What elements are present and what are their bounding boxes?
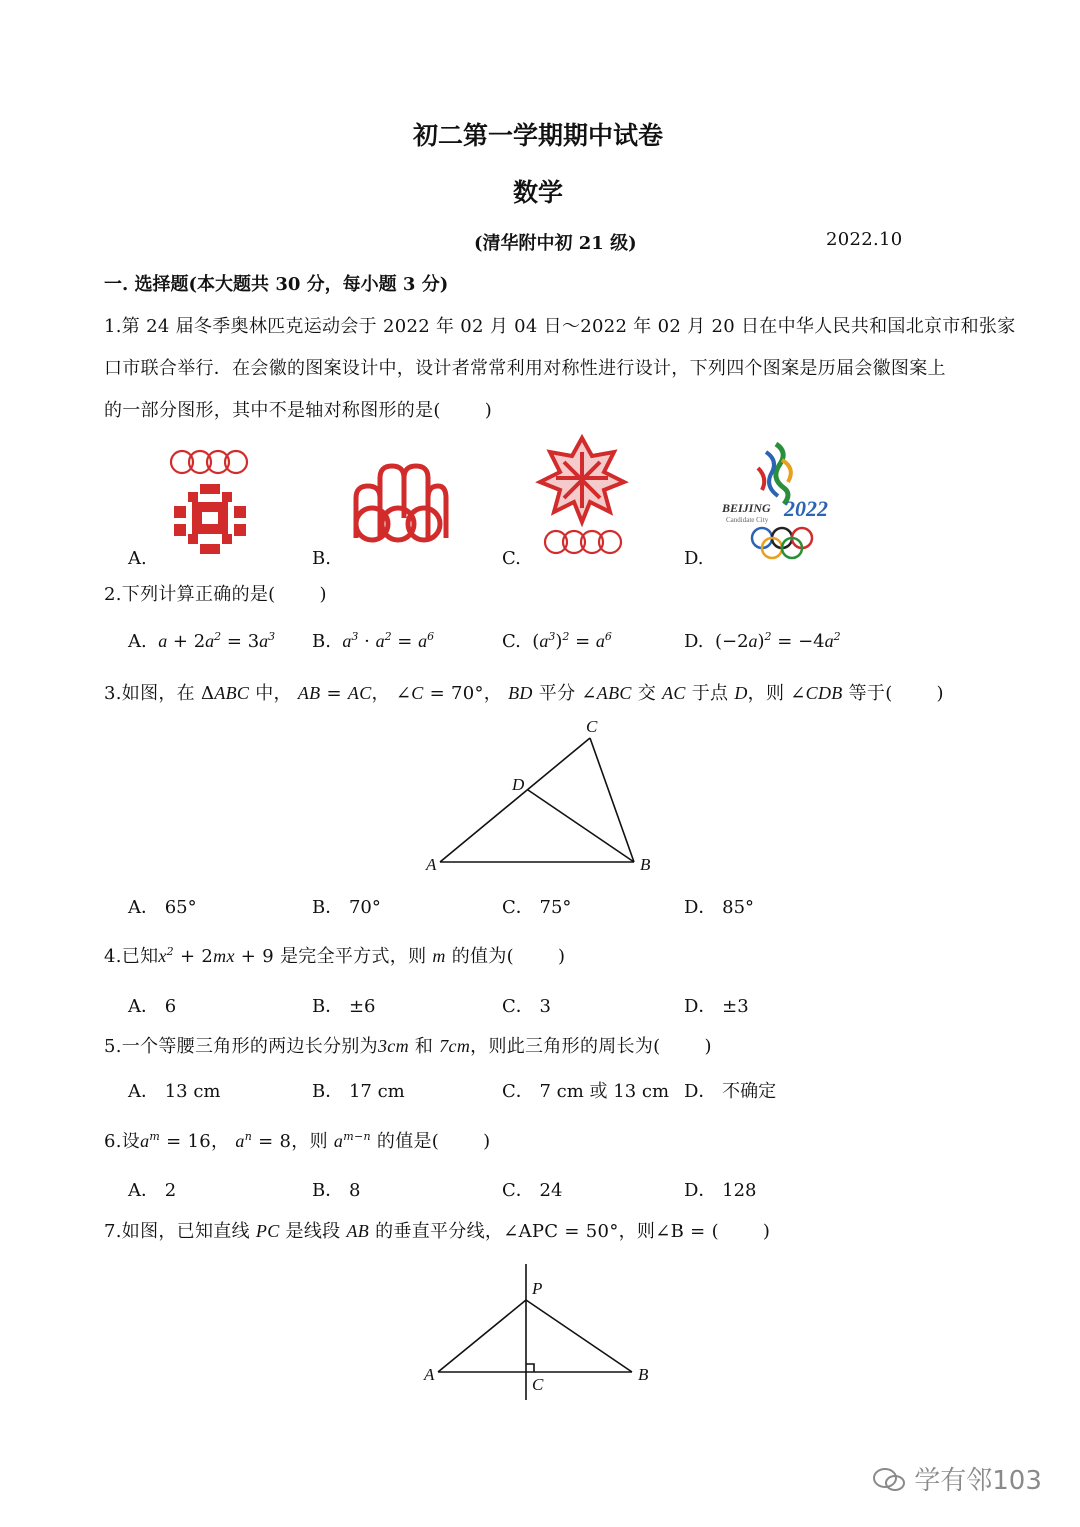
q5-option-b: B． 17 cm (312, 1081, 405, 1102)
q5-close: ) (704, 1036, 712, 1057)
q2-stem (104, 580, 327, 606)
q3-side-ac (440, 738, 590, 862)
q4-option-d: D． ±3 (684, 996, 749, 1017)
q2-option-c: C. $(a^3)^2 = a^6$ (502, 630, 612, 652)
q7-label-p: P (532, 1279, 543, 1298)
q7-label-b: B (638, 1365, 649, 1384)
school-label: (清华附中初 21 级) (474, 233, 637, 254)
q7-segment-ap (438, 1300, 526, 1372)
exam-date: 2022.10 (826, 229, 903, 250)
q7-ab: AB (346, 1221, 370, 1241)
q6-option-a: A． 2 (128, 1180, 177, 1201)
q5-stem (104, 1032, 712, 1058)
q3-triangle-figure (420, 714, 660, 880)
q4-option-b: B． ±6 (312, 996, 376, 1017)
q3-option-a: A． 65° (128, 897, 197, 918)
q7-mid1: 是线段 (285, 1221, 341, 1242)
q5-value-a: 3cm (377, 1036, 409, 1056)
logo-b-figure (348, 458, 450, 548)
watermark-text: 学有邻103 (914, 1466, 1042, 1496)
q1-line2: 口市联合举行．在会徽的图案设计中，设计者常常利用对称性进行设计，下列四个图案是历届会徽图案上 (104, 358, 946, 379)
q5-option-d: D． 不确定 (684, 1081, 777, 1102)
q4-option-c: C． 3 (502, 996, 551, 1017)
q7-end: ∠B = ( (655, 1221, 719, 1242)
q7-right-angle-mark (526, 1364, 534, 1372)
q3-stem-mid3: 交 (637, 683, 657, 704)
logo-c-figure (534, 432, 630, 560)
q4-stem-var: m (432, 946, 446, 966)
q5-stem-text: 5.一个等腰三角形的两边长分别为 (104, 1036, 378, 1057)
q7-stem (104, 1217, 770, 1243)
q3-label-c: C (586, 717, 598, 736)
logo-d-year: 2022 (784, 496, 828, 521)
q3-label-b: B (640, 855, 651, 874)
q3-stem: 3.如图，在 ΔABC 中， AB = AC， ∠C = 70°， BD 平分 ∠ABC 交 AC 于点 D，则 ∠CDB 等于( ) (104, 683, 944, 704)
q5-stem-end: ，则此三角形的周长为( (470, 1036, 661, 1057)
q1-option-a: A. (128, 548, 147, 569)
q4-stem: 4.已知$x^2 + 2mx + 9$ 是完全平方式，则 m 的值为( ) (104, 945, 566, 967)
q4-stem-mid: 是完全平方式，则 (279, 946, 427, 967)
q3-stem-mid2: 平分 (538, 683, 576, 704)
q6-stem-prefix: 6.设 (104, 1131, 141, 1152)
q3-stem-mid5: ，则 (747, 683, 785, 704)
q3-stem-prefix: 3.如图，在 (104, 683, 195, 704)
q3-side-cb (590, 738, 634, 862)
q1-close: ) (484, 400, 493, 421)
q3-label-d: D (512, 775, 525, 794)
watermark (872, 1460, 1042, 1497)
q5-option-c: C． 7 cm 或 13 cm (502, 1081, 670, 1102)
q7-mid3: ，则 (618, 1221, 656, 1242)
q1-option-d: D. (684, 548, 704, 569)
q6-option-b: B． 8 (312, 1180, 361, 1201)
q1-option-c: C. (502, 548, 521, 569)
subject-title: 数学 (513, 178, 564, 207)
logo-d-text: BEIJING (722, 501, 771, 515)
q7-angle: ∠APC = 50° (503, 1221, 619, 1242)
q2-option-d: D. $(-2a)^2 = -4a^2$ (684, 630, 841, 652)
q1-line1: 1.第 24 届冬季奥林匹克运动会于 2022 年 02 月 04 日～2022 年 02 月 20 日在中华人民共和国北京市和张家 (104, 316, 1016, 337)
q6-option-c: C． 24 (502, 1180, 563, 1201)
q5-and: 和 (414, 1036, 434, 1057)
q3-stem-mid4: 于点 (691, 683, 729, 704)
q3-option-d: D． 85° (684, 897, 755, 918)
q7-bisector-figure (420, 1260, 660, 1406)
q3-label-a: A (426, 855, 437, 874)
q2-option-d-label: D. (684, 631, 704, 652)
q3-option-c: C． 75° (502, 897, 572, 918)
q6-stem-end: 的值是( (376, 1131, 440, 1152)
q7-stem-prefix: 7.如图，已知直线 (104, 1221, 250, 1242)
q3-stem-end: 等于( (848, 683, 893, 704)
q4-stem-end: 的值为( (451, 946, 514, 967)
q2-close: ) (319, 584, 327, 605)
q1-option-b: B. (312, 548, 331, 569)
q7-mid2: 的垂直平分线， (375, 1221, 504, 1242)
q5-option-a: A． 13 cm (128, 1081, 221, 1102)
q7-close: ) (762, 1221, 771, 1242)
wechat-icon (872, 1467, 906, 1493)
q7-label-c: C (532, 1375, 544, 1394)
q5-value-b: 7cm (439, 1036, 471, 1056)
logo-d-caption: Candidate City (726, 516, 769, 524)
q6-stem: 6.设$a^m = 16$， $a^n = 8$，则 $a^{m-n}$ 的值是( ) (104, 1130, 491, 1152)
q6-close: ) (483, 1131, 491, 1152)
q3-option-b: B． 70° (312, 897, 381, 918)
q2-option-a: A. $a + 2a^2 = 3a^3$ (128, 630, 276, 652)
q3-stem-mid1: 中， (255, 683, 292, 704)
q7-label-a: A (424, 1365, 435, 1384)
q4-option-a: A． 6 (128, 996, 177, 1017)
q7-pc: PC (255, 1221, 280, 1241)
q3-segment-bd (528, 790, 634, 862)
q1-line3-text: 的一部分图形，其中不是轴对称图形的是( (104, 400, 441, 421)
q2-option-c-label: C. (502, 631, 521, 652)
q4-close: ) (557, 946, 566, 967)
q4-stem-prefix: 4.已知 (104, 946, 159, 967)
logo-d-figure (718, 438, 842, 562)
q2-stem-text: 2.下列计算正确的是( (104, 584, 276, 605)
q6-option-d: D． 128 (684, 1180, 757, 1201)
q3-close: ) (936, 683, 944, 704)
q2-option-b-label: B. (312, 631, 331, 652)
q7-segment-pb (526, 1300, 632, 1372)
q2-option-a-label: A. (128, 631, 147, 652)
exam-title: 初二第一学期期中试卷 (413, 121, 664, 150)
q1-line3 (104, 396, 492, 422)
section-title: 一. 选择题(本大题共 30 分，每小题 3 分) (104, 274, 449, 295)
q2-option-b: B. $a^3 \cdot a^2 = a^6$ (312, 630, 435, 652)
logo-a-figure (160, 440, 260, 560)
